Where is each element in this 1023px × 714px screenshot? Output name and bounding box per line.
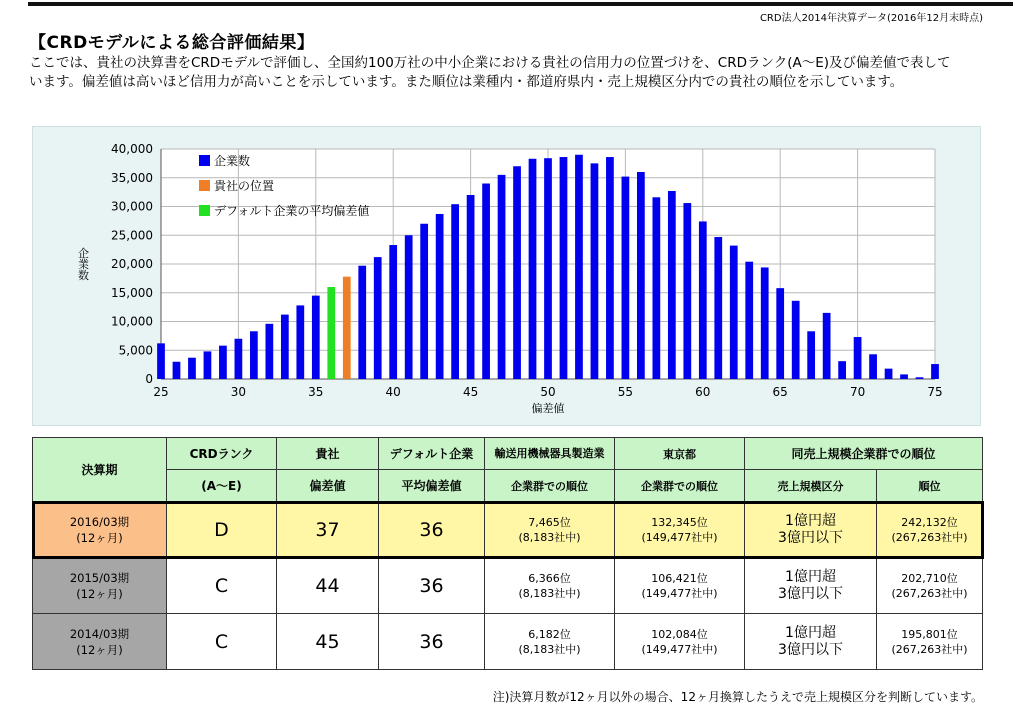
bar	[389, 245, 397, 379]
header-dev-bottom: 偏差値	[277, 470, 379, 502]
y-tick-label: 25,000	[111, 228, 153, 243]
bar	[730, 246, 738, 379]
x-tick-label: 35	[308, 385, 324, 399]
prefecture-rank-cell: 106,421位 (149,477社中)	[615, 558, 745, 614]
bar	[482, 184, 490, 380]
bar	[714, 237, 722, 379]
y-tick-label: 30,000	[111, 199, 153, 214]
bar	[513, 166, 521, 379]
industry-rank-cell: 6,182位 (8,183社中)	[485, 614, 615, 670]
bar	[529, 159, 537, 379]
bar	[885, 369, 893, 379]
bar	[683, 203, 691, 379]
rank-cell: C	[167, 614, 277, 670]
bar	[420, 224, 428, 379]
header-rank-bottom: (A〜E)	[167, 470, 277, 502]
legend-label: 貴社の位置	[214, 179, 275, 193]
default-avg-cell: 36	[379, 502, 485, 558]
header-dev-top: 貴社	[277, 438, 379, 470]
bar	[792, 301, 800, 379]
default-avg-cell: 36	[379, 558, 485, 614]
legend-swatch	[199, 205, 210, 216]
period-cell: 2016/03期 (12ヶ月)	[33, 502, 167, 558]
legend-swatch	[199, 155, 210, 166]
x-tick-label: 75	[927, 385, 943, 399]
header-industry-top: 輸送用機械器具製造業	[485, 438, 615, 470]
y-tick-label: 5,000	[118, 343, 153, 358]
bar	[560, 157, 568, 379]
header-size-class: 売上規模区分	[745, 470, 877, 502]
bar	[591, 163, 599, 379]
rank-cell: D	[167, 502, 277, 558]
x-tick-label: 55	[617, 385, 634, 399]
legend-label: 企業数	[214, 154, 251, 168]
y-tick-label: 40,000	[111, 142, 153, 156]
page-title: 【CRDモデルによる総合評価結果】	[29, 33, 315, 53]
header-prefecture-bottom: 企業群での順位	[615, 470, 745, 502]
bar	[761, 267, 769, 379]
y-tick-label: 20,000	[111, 257, 153, 271]
bar	[854, 337, 862, 379]
bar	[281, 315, 289, 379]
y-tick-label: 35,000	[111, 170, 153, 185]
bar	[498, 175, 506, 379]
evaluation-result-table	[32, 437, 983, 670]
header-period: 決算期	[33, 438, 167, 502]
bar	[173, 362, 181, 379]
y-axis-label: 企業数	[76, 247, 90, 281]
x-tick-label: 45	[462, 385, 479, 399]
bar	[869, 354, 877, 379]
bar	[235, 339, 243, 379]
bar	[544, 158, 552, 379]
bar	[838, 361, 846, 379]
default-avg-cell: 36	[379, 614, 485, 670]
bar	[327, 287, 335, 379]
bar	[668, 191, 676, 379]
industry-rank-cell: 7,465位 (8,183社中)	[485, 502, 615, 558]
period-cell: 2014/03期 (12ヶ月)	[33, 614, 167, 670]
bar	[776, 288, 784, 379]
y-tick-label: 10,000	[111, 314, 153, 329]
footnote: 注)決算月数が12ヶ月以外の場合、12ヶ月換算したうえで売上規模区分を判断しています。	[492, 690, 983, 704]
bar	[606, 157, 614, 379]
x-tick-label: 65	[772, 385, 788, 399]
x-tick-label: 25	[153, 385, 169, 399]
header-prefecture-top: 東京都	[615, 438, 745, 470]
bar	[374, 257, 382, 379]
bar	[296, 305, 304, 379]
header-default-top: デフォルト企業	[379, 438, 485, 470]
x-tick-label: 70	[849, 385, 866, 399]
bar	[265, 324, 273, 379]
legend-label: デフォルト企業の平均偏差値	[214, 204, 370, 218]
header-default-bottom: 平均偏差値	[379, 470, 485, 502]
bar	[312, 296, 320, 379]
bar	[699, 221, 707, 379]
period-cell: 2015/03期 (12ヶ月)	[33, 558, 167, 614]
header-size-rank: 順位	[877, 470, 983, 502]
bar	[637, 172, 645, 379]
bar	[575, 155, 583, 379]
data-source-label: CRD法人2014年決算データ(2016年12月末時点)	[759, 13, 983, 24]
bar	[343, 277, 351, 379]
x-tick-label: 60	[695, 385, 711, 399]
deviation-distribution-chart	[32, 126, 981, 426]
size-rank-cell: 242,132位 (267,263社中)	[877, 502, 983, 558]
table-row	[33, 614, 983, 670]
bar	[358, 266, 366, 379]
deviation-cell: 45	[277, 614, 379, 670]
industry-rank-cell: 6,366位 (8,183社中)	[485, 558, 615, 614]
x-tick-label: 40	[385, 385, 401, 399]
bar	[823, 313, 831, 379]
table-row	[33, 502, 983, 558]
bar	[652, 197, 660, 379]
bar	[204, 351, 212, 379]
bar	[451, 204, 459, 379]
header-rank-top: CRDランク	[167, 438, 277, 470]
x-tick-label: 30	[230, 385, 247, 399]
bar	[405, 235, 413, 379]
size-rank-cell: 195,801位 (267,263社中)	[877, 614, 983, 670]
size-class-cell: 1億円超 3億円以下	[745, 614, 877, 670]
bar	[467, 195, 475, 379]
bar	[931, 364, 939, 379]
bar	[157, 343, 165, 379]
prefecture-rank-cell: 102,084位 (149,477社中)	[615, 614, 745, 670]
table-row	[33, 558, 983, 614]
bar	[188, 358, 196, 379]
header-industry-bottom: 企業群での順位	[485, 470, 615, 502]
bar	[219, 346, 227, 379]
size-rank-cell: 202,710位 (267,263社中)	[877, 558, 983, 614]
x-axis-label: 偏差値	[531, 402, 565, 415]
description-text: ここでは、貴社の決算書をCRDモデルで評価し、全国約100万社の中小企業における貴社の信用力の位置づけを、CRDランク(A〜E)及び偏差値で表しています。偏差値は高いほど信用力が高いことを示しています。また順位は業種内・都道府県内・売上規模区分内での貴社の順位を示しています。	[29, 55, 951, 90]
bar	[807, 331, 815, 379]
bar	[436, 214, 444, 379]
size-class-cell: 1億円超 3億円以下	[745, 502, 877, 558]
y-tick-label: 15,000	[111, 285, 153, 300]
top-rule	[28, 2, 1013, 6]
size-class-cell: 1億円超 3億円以下	[745, 558, 877, 614]
prefecture-rank-cell: 132,345位 (149,477社中)	[615, 502, 745, 558]
legend-swatch	[199, 180, 210, 191]
deviation-cell: 37	[277, 502, 379, 558]
bar	[900, 374, 908, 379]
bar	[250, 331, 258, 379]
header-size-group: 同売上規模企業群での順位	[745, 438, 983, 470]
deviation-cell: 44	[277, 558, 379, 614]
x-tick-label: 50	[540, 385, 556, 399]
y-tick-label: 0	[145, 372, 153, 386]
bar	[916, 377, 924, 379]
rank-cell: C	[167, 558, 277, 614]
bar	[745, 262, 753, 379]
chart-svg	[33, 127, 980, 425]
bar	[622, 177, 630, 379]
